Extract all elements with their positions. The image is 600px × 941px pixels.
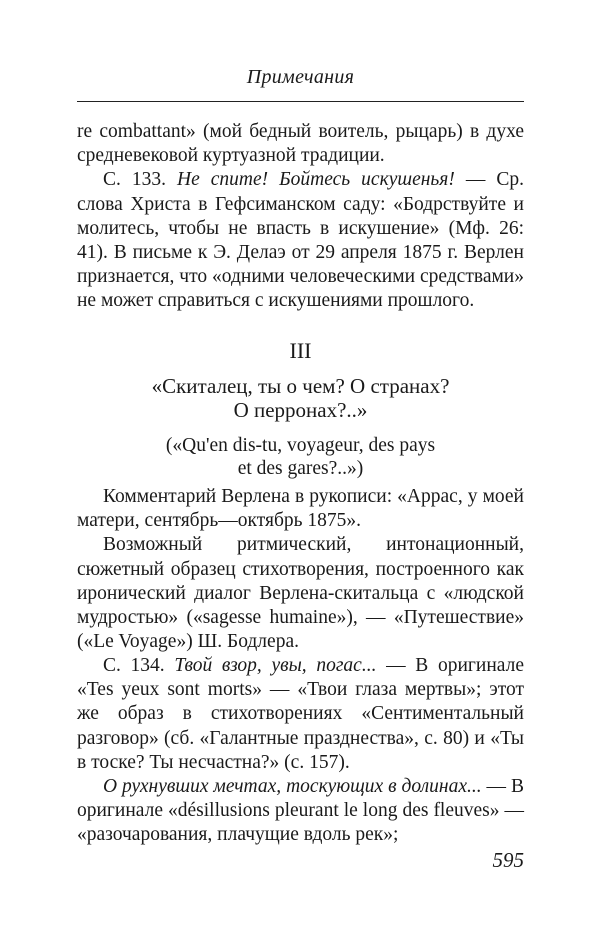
note-133: [77, 168, 524, 313]
note-ref: С. 134.: [103, 655, 175, 676]
author-comment: Комментарий Верлена в рукописи: «Аррас, у моей матери, сентябрь—октябрь 1875».: [77, 486, 524, 532]
note-quote: О рухнувших мечтах, тоскующих в долинах...: [103, 776, 482, 798]
note-body: — В оригинале «désillusions pleurant le long des fleuves» — «разочарования, плачущие вдоль рек»;: [77, 776, 524, 846]
section-title-line-1: «Скиталец, ты о чем? О странах?: [151, 374, 450, 398]
page-number: 595: [492, 848, 524, 872]
header-divider: [77, 101, 524, 102]
paragraph-continuation: re combattant» (мой бедный воитель, рыцарь) в духе средневековой куртуазной традиции.: [77, 121, 524, 167]
section-heading: [77, 338, 524, 480]
notes-block-2: [77, 485, 524, 654]
notes-block-1: [77, 120, 524, 314]
running-header: Примечания: [246, 66, 355, 88]
note-dreams: [77, 775, 524, 848]
note-body: — Ср. слова Христа в Гефсиманском саду: «Бодрствуйте и молитесь, чтобы не впасть в искушение» (Мф. 26: 41). В письме к Э. Делаэ от 29 апреля 1875 г. Верлен признается, что «одними человеческими средствами» не может справиться с искушениями прошлого.: [77, 169, 524, 312]
note-quote: Не спите! Бойтесь искушенья!: [177, 169, 455, 191]
section-number: III: [289, 338, 312, 363]
page: [77, 0, 524, 941]
note-ref: С. 133.: [103, 169, 178, 191]
note-body: — В оригинале «Tes yeux sont morts» — «Твои глаза мертвы»; этот же образ в стихотворениях «Сентиментальный разговор» (сб. «Галантные празднества», с. 80) и «Ты в тоске? Ты несчастна?» (с. 157).: [77, 655, 524, 773]
section-subtitle-line-1: («Qu'en dis-tu, voyageur, des pays: [165, 435, 436, 456]
note-134: [77, 654, 524, 775]
section-subtitle-line-2: et des gares?..»): [237, 458, 364, 479]
note-quote: Твой взор, увы, погас...: [174, 655, 377, 676]
model-note: Возможный ритмический, интонационный, сюжетный образец стихотворения, построенного как иронический диалог Верлена-скитальца с «людской мудростью» («sagesse humaine»), — «Путешествие» («Le Voyage») Ш. Бодлера.: [77, 534, 524, 653]
notes-block-3: [77, 654, 524, 848]
section-title-line-2: О перронах?..»: [233, 398, 368, 422]
